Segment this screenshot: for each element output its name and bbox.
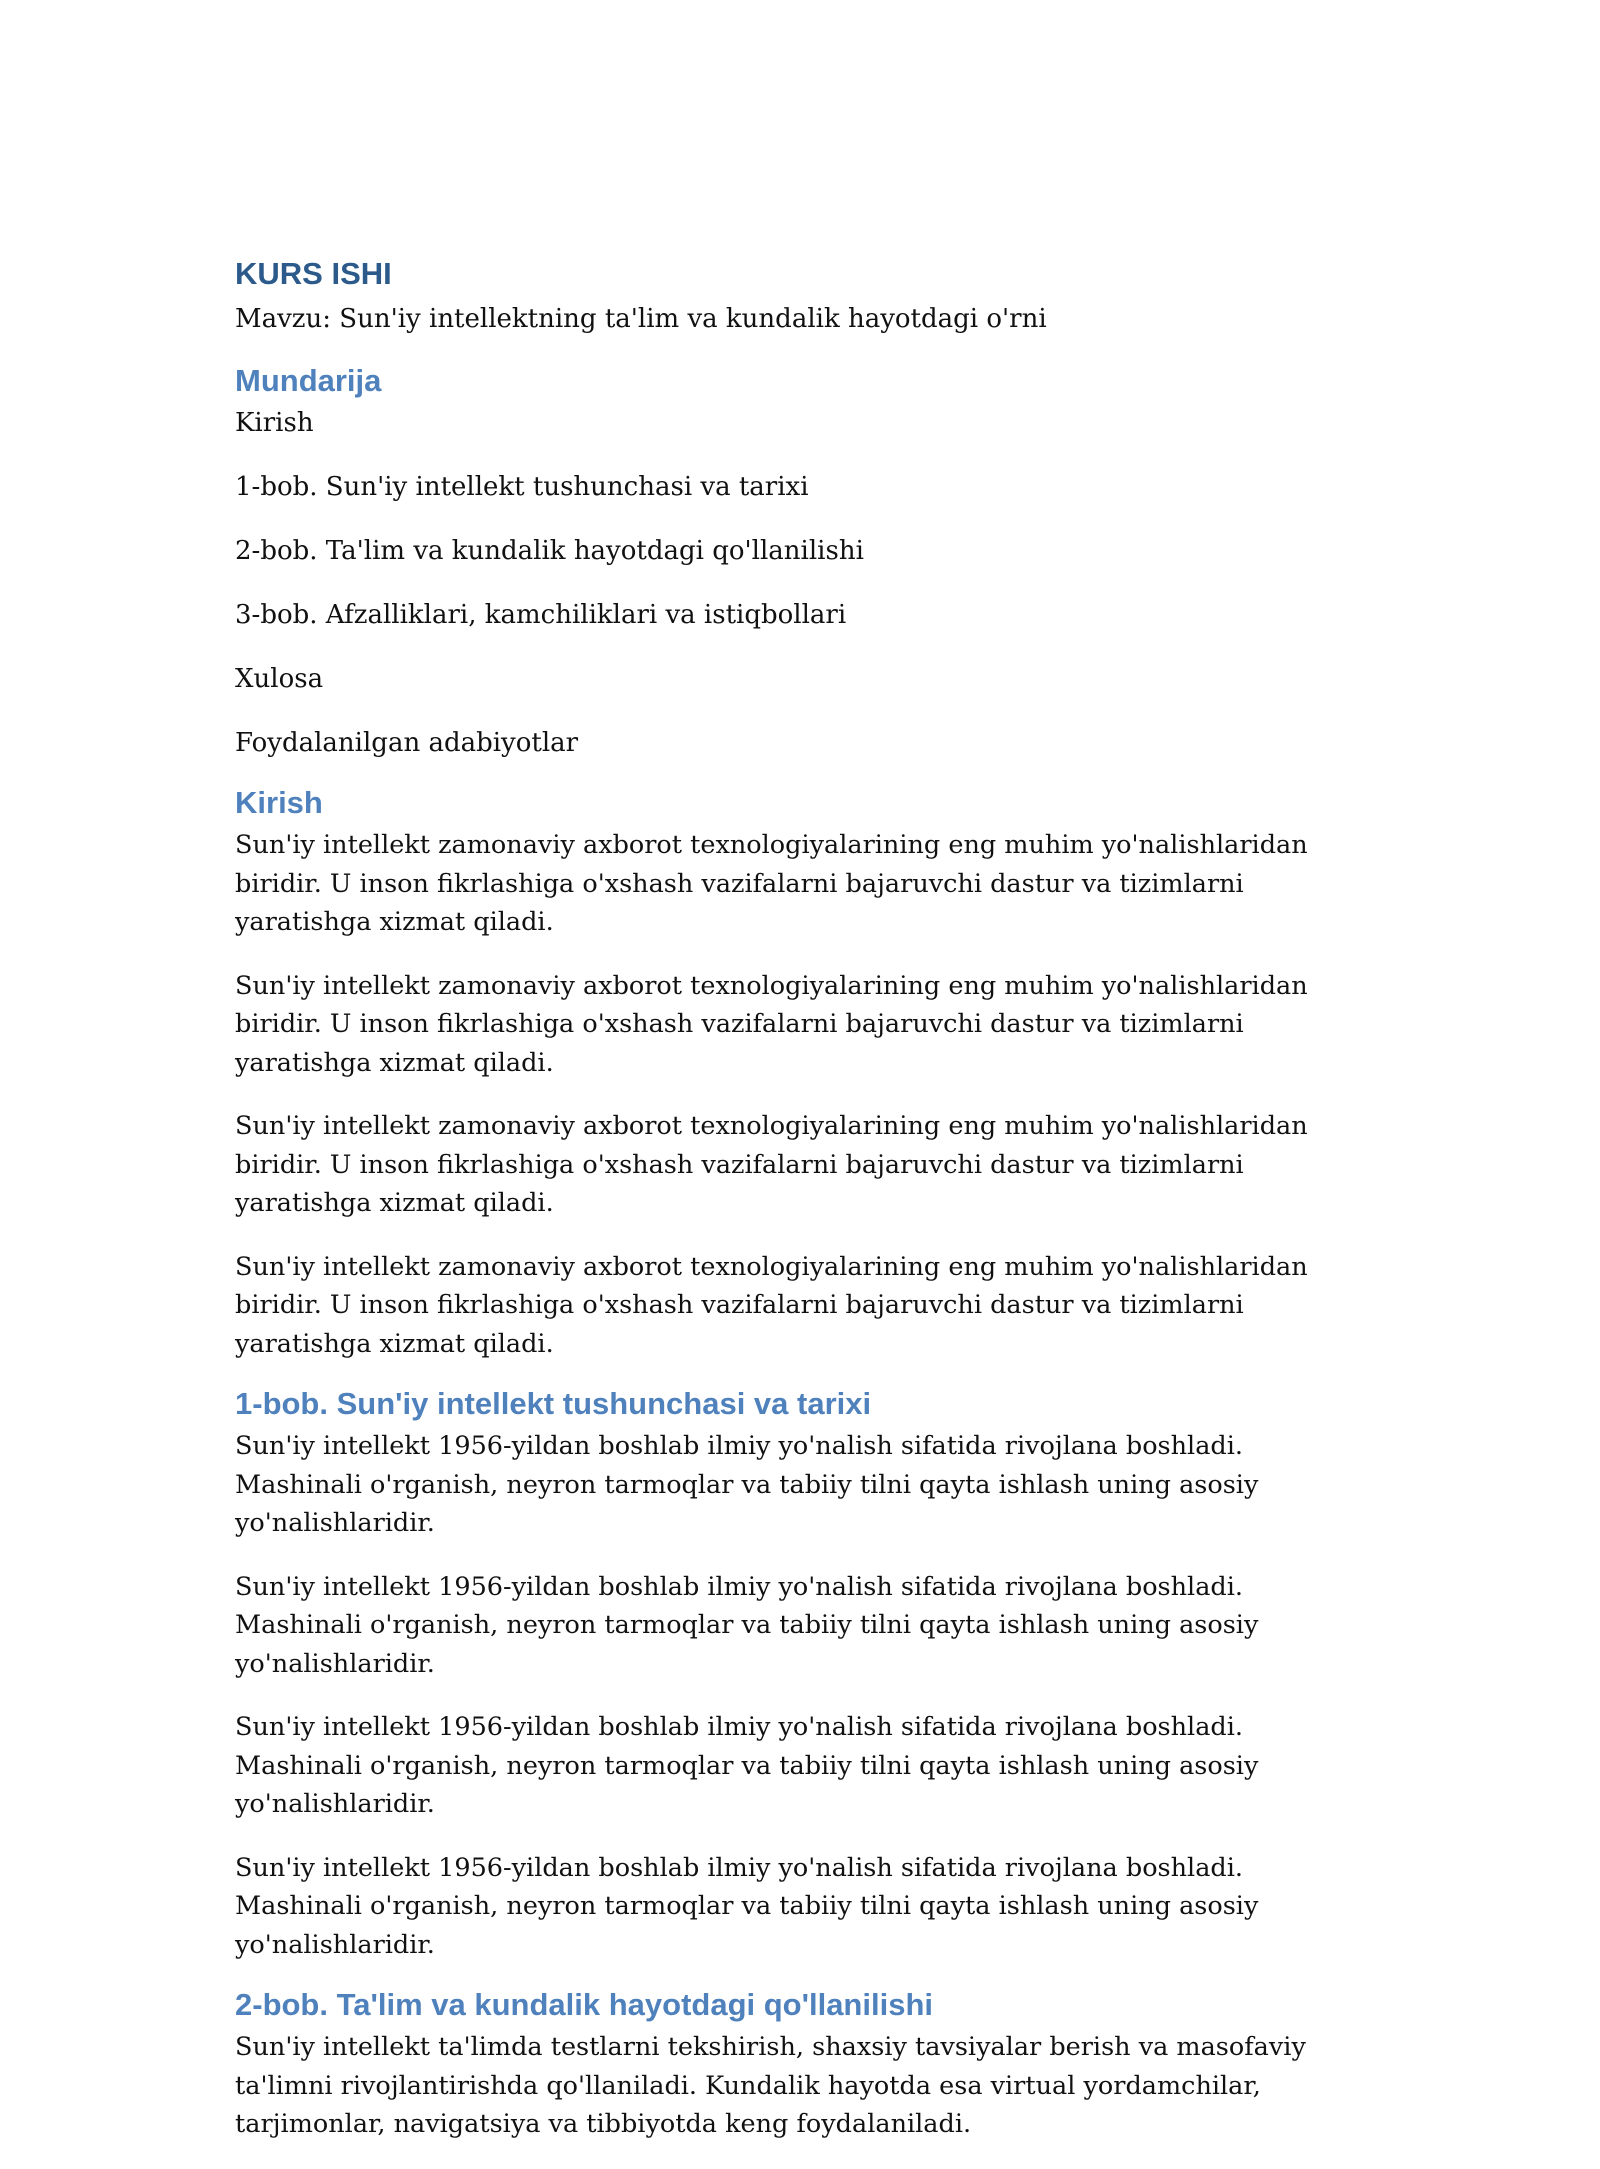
paragraph: Sun'iy intellekt zamonaviy axborot texnologiyalarining eng muhim yo'nalishlaridan biridir. U inson fikrlashiga o'xshash vazifalarni bajaruvchi dastur va tizimlarni yaratishga xizmat qiladi. [235, 970, 1308, 1078]
paragraph: Sun'iy intellekt 1956-yildan boshlab ilmiy yo'nalish sifatida rivojlana boshladi. Mashinali o'rganish, neyron tarmoqlar va tabiiy tilni qayta ishlash uning asosiy yo'nalishlaridir. [235, 1712, 1259, 1819]
paragraph: Sun'iy intellekt zamonaviy axborot texnologiyalarining eng muhim yo'nalishlaridan biridir. U inson fikrlashiga o'xshash vazifalarni bajaruvchi dastur va tizimlarni yaratishga xizmat qiladi. [235, 1251, 1308, 1359]
paragraph: Sun'iy intellekt 1956-yildan boshlab ilmiy yo'nalish sifatida rivojlana boshladi. Mashinali o'rganish, neyron tarmoqlar va tabiiy tilni qayta ishlash uning asosiy yo'nalishlaridir. [235, 1571, 1259, 1679]
document-subtitle: Mavzu: Sun'iy intellektning ta'lim va kundalik hayotdagi o'rni [235, 304, 1047, 334]
toc-item: Xulosa [235, 664, 324, 694]
paragraph: Sun'iy intellekt 1956-yildan boshlab ilmiy yo'nalish sifatida rivojlana boshladi. Mashinali o'rganish, neyron tarmoqlar va tabiiy tilni qayta ishlash uning asosiy yo'nalishlaridir. [235, 1852, 1259, 1960]
toc-item: Kirish [235, 408, 314, 438]
section-heading-chapter-2: 2-bob. Ta'lim va kundalik hayotdagi qo'llanilishi [235, 1987, 933, 2022]
paragraph: Sun'iy intellekt ta'limda testlarni tekshirish, shaxsiy tavsiyalar berish va masofaviy ta'limni rivojlantirishda qo'llaniladi. Kundalik hayotda esa virtual yordamchilar, tarjimonlar, navigatsiya va tibbiyotda keng foydalaniladi. [235, 2032, 1306, 2139]
section-heading-kirish: Kirish [235, 785, 323, 820]
paragraph: Sun'iy intellekt zamonaviy axborot texnologiyalarining eng muhim yo'nalishlaridan biridir. U inson fikrlashiga o'xshash vazifalarni bajaruvchi dastur va tizimlarni yaratishga xizmat qiladi. [235, 830, 1308, 937]
toc-item: 3-bob. Afzalliklari, kamchiliklari va istiqbollari [235, 600, 847, 630]
document-title: KURS ISHI [235, 256, 392, 291]
toc-heading: Mundarija [235, 363, 382, 398]
paragraph: Sun'iy intellekt 1956-yildan boshlab ilmiy yo'nalish sifatida rivojlana boshladi. Mashinali o'rganish, neyron tarmoqlar va tabiiy tilni qayta ishlash uning asosiy yo'nalishlaridir. [235, 1431, 1259, 1538]
toc-item: Foydalanilgan adabiyotlar [235, 728, 579, 758]
toc-item: 2-bob. Ta'lim va kundalik hayotdagi qo'llanilishi [235, 536, 864, 566]
toc-item: 1-bob. Sun'iy intellekt tushunchasi va tarixi [235, 472, 809, 502]
document-page [235, 250, 1365, 2169]
section-heading-chapter-1: 1-bob. Sun'iy intellekt tushunchasi va tarixi [235, 1386, 872, 1421]
paragraph: Sun'iy intellekt zamonaviy axborot texnologiyalarining eng muhim yo'nalishlaridan biridir. U inson fikrlashiga o'xshash vazifalarni bajaruvchi dastur va tizimlarni yaratishga xizmat qiladi. [235, 1111, 1308, 1218]
